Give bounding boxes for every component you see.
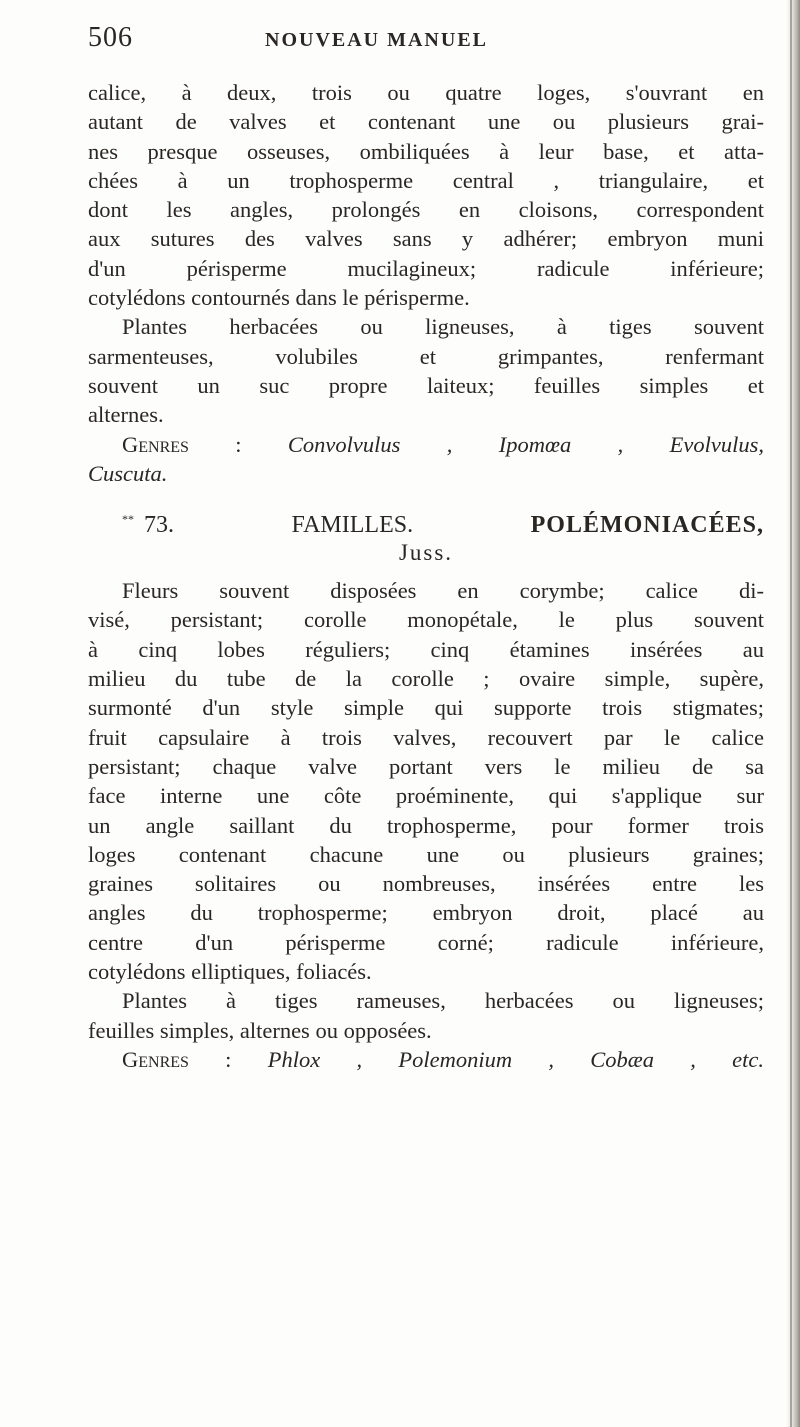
text-line: d'un périsperme mucilagineux; radicule inférieure; [88, 255, 764, 281]
text-line: cotylédons contournés dans le périsperme. [88, 285, 470, 311]
genera-list: Convolvulus , Ipomœa , Evolvulus, [287, 431, 764, 457]
text-line [88, 430, 764, 459]
text-line: sarmenteuses, volubiles et grimpantes, renfermant [88, 343, 764, 369]
text-line: milieu du tube de la corolle ; ovaire simple, supère, [88, 666, 764, 692]
page-edge-line [790, 0, 792, 1427]
text-line: Plantes herbacées ou ligneuses, à tiges souvent [122, 314, 764, 340]
genera-label: Genres : [122, 431, 242, 457]
page-edge-shadow [786, 0, 800, 1427]
text-line: face interne une côte proéminente, qui s'applique sur [88, 783, 764, 809]
family-author: Juss. [398, 540, 454, 566]
text-line: nes presque osseuses, ombiliquées à leur base, et atta- [88, 138, 764, 164]
family-number: 73. FAMILLES. [144, 512, 414, 539]
text-line: cotylédons elliptiques, foliacés. [88, 959, 372, 985]
text-line: fruit capsulaire à trois valves, recouvert par le calice [88, 724, 764, 750]
text-line: centre d'un périsperme corné; radicule inférieure, [88, 929, 764, 955]
genera-list: Phlox , Polemonium , Cobæa , etc. [267, 1046, 764, 1072]
text-line: graines solitaires ou nombreuses, insérées entre les [88, 871, 764, 897]
paragraph-convolvulaceae [88, 78, 764, 312]
text-line: un angle saillant du trophosperme, pour former trois [88, 812, 764, 838]
double-star-marker: ** [122, 512, 134, 527]
text-line: autant de valves et contenant une ou plusieurs grai- [88, 109, 764, 135]
text-line: souvent un suc propre laiteux; feuilles simples et [88, 372, 764, 398]
family-heading [88, 502, 764, 539]
text-line: aux sutures des valves sans y adhérer; embryon muni [88, 226, 764, 252]
genera-list-continued: Cuscuta. [88, 460, 168, 486]
page-header [88, 22, 768, 58]
text-line: visé, persistant; corolle monopétale, le plus souvent [88, 607, 764, 633]
text-line: à cinq lobes réguliers; cinq étamines insérées au [88, 636, 764, 662]
text-line [88, 1045, 764, 1074]
running-head: NOUVEAU MANUEL [265, 29, 488, 51]
paragraph-plants-polemoniaceae [88, 986, 764, 1045]
text-line: feuilles simples, alternes ou opposées. [88, 1017, 432, 1043]
page-number: 506 [88, 22, 133, 53]
genera-convolvulaceae [88, 430, 764, 489]
text-line: calice, à deux, trois ou quatre loges, s'ouvrant en [88, 80, 764, 105]
text-line: persistant; chaque valve portant vers le milieu de sa [88, 753, 764, 779]
text-line: Fleurs souvent disposées en corymbe; calice di- [122, 578, 764, 604]
text-line: surmonté d'un style simple qui supporte trois stigmates; [88, 695, 764, 721]
text-line: loges contenant chacune une ou plusieurs graines; [88, 841, 764, 867]
page-body [88, 78, 764, 1074]
paragraph-polemoniaceae-flowers [88, 576, 764, 986]
family-name: POLÉMONIACÉES, [530, 512, 764, 539]
text-line: dont les angles, prolongés en cloisons, correspondent [88, 197, 764, 223]
text-line: angles du trophosperme; embryon droit, placé au [88, 900, 764, 926]
paragraph-plants-convolvulaceae [88, 312, 764, 429]
genera-label: Genres : [122, 1046, 232, 1072]
genera-polemoniaceae [88, 1045, 764, 1074]
text-line: chées à un trophosperme central , triangulaire, et [88, 167, 764, 193]
text-line: Plantes à tiges rameuses, herbacées ou ligneuses; [122, 988, 764, 1014]
text-line: alternes. [88, 402, 164, 428]
